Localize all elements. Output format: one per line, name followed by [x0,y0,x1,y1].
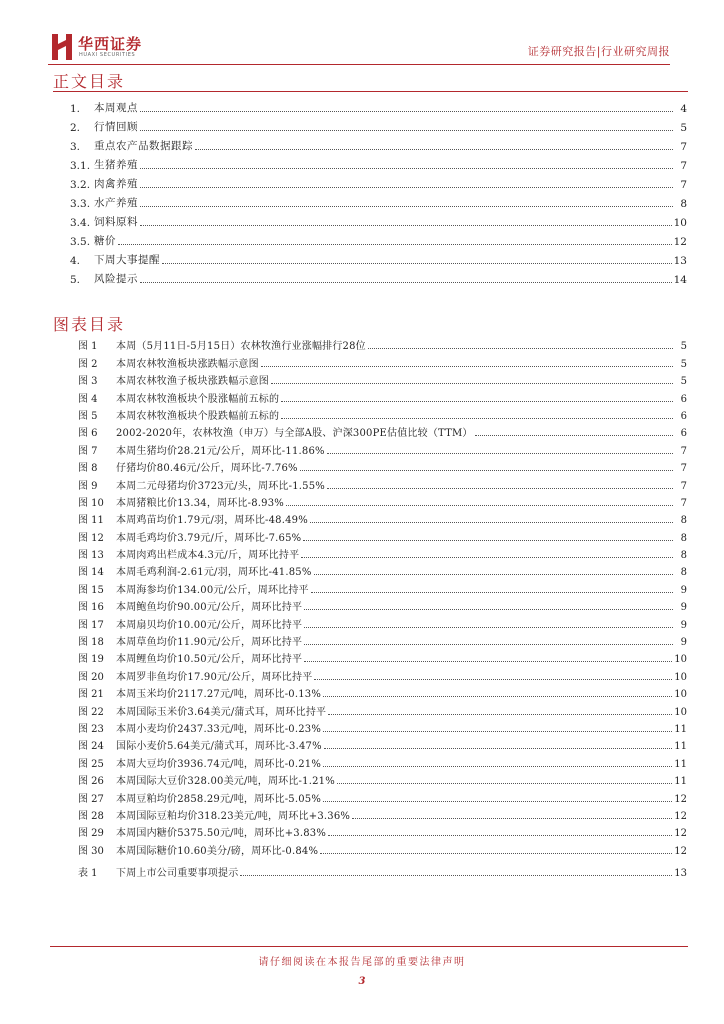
figure-leader-dots [323,731,672,732]
toc-entry-number: 3.3. [70,198,91,210]
figure-entry[interactable] [78,370,687,387]
figure-page: 6 [680,428,687,440]
figure-leader-dots [324,748,672,749]
figure-number: 图 4 [78,393,98,405]
toc-leader-dots [140,168,673,169]
figure-entry[interactable] [78,683,687,700]
figure-leader-dots [301,557,673,558]
figure-page: 8 [680,532,687,544]
figure-entry[interactable] [78,352,687,369]
figure-label: 本周国际豆粕均价318.23美元/吨，周环比+3.36% [116,810,351,822]
figure-leader-dots [328,714,672,715]
figure-leader-dots [327,488,673,489]
toc-entry-number: 3. [70,141,81,153]
figure-label: 本周农林牧渔子板块涨跌幅示意图 [116,376,269,388]
figure-leader-dots [304,627,673,628]
figure-entry[interactable] [78,839,687,856]
figure-leader-dots [286,505,673,506]
figure-number: 图 15 [78,584,104,596]
toc-leader-dots [140,111,673,112]
figure-number: 图 27 [78,793,104,805]
huaxi-logo-icon [52,34,72,60]
table-entry[interactable] [78,862,687,879]
toc-entry-number: 2. [70,122,81,134]
figure-page: 5 [680,341,687,353]
figure-leader-dots [304,644,673,645]
toc-entry-number: 5. [70,274,81,286]
figure-label: 2002-2020年，农林牧渔（申万）与全部A股、沪深300PE估值比较（TTM） [116,428,473,440]
footer-divider [50,946,688,947]
toc-entry[interactable] [70,267,687,286]
company-logo [48,30,158,64]
legal-notice: 请仔细阅读在本报告尾部的重要法律声明 [258,957,466,968]
figure-label: 本周农林牧渔板块个股跌幅前五标的 [116,410,280,422]
figure-page: 8 [680,567,687,579]
figure-label: 本周猪粮比价13.34，周环比-8.93% [116,497,284,509]
figures-title: 图表目录 [53,315,126,334]
toc-leader-dots [140,225,672,226]
figure-entry[interactable] [78,439,687,456]
figure-entry[interactable] [78,457,687,474]
toc-entry-page: 7 [680,160,687,172]
toc-leader-dots [195,149,673,150]
toc-entry[interactable] [70,248,687,267]
figure-leader-dots [314,679,672,680]
toc-entry-number: 3.2. [70,179,91,191]
figure-label: 本周豆粕均价2858.29元/吨，周环比-5.05% [116,793,322,805]
toc-entry-number: 3.4. [70,217,91,229]
toc-entry-number: 4. [70,255,81,267]
toc-entry-label: 饲料原料 [94,216,138,228]
figure-page: 6 [680,410,687,422]
figure-leader-dots [303,540,673,541]
figure-number: 图 3 [78,376,98,388]
toc-entry[interactable] [70,96,687,115]
figure-number: 图 14 [78,567,104,579]
toc-entry-page: 13 [673,255,687,267]
figure-leader-dots [320,853,672,854]
figure-label: 本周国际大豆价328.00美元/吨，周环比-1.21% [116,776,335,788]
figure-page: 9 [680,637,687,649]
figure-entry[interactable] [78,509,687,526]
toc-entry-label: 风险提示 [94,273,138,285]
figure-entry[interactable] [78,631,687,648]
figure-number: 图 11 [78,515,104,527]
figure-number: 图 5 [78,410,98,422]
figure-number: 图 13 [78,550,104,562]
figure-number: 图 30 [78,845,104,857]
figure-label: 本周肉鸡出栏成本4.3元/斤，周环比持平 [116,550,300,562]
table-list [78,862,687,879]
figure-leader-dots [310,522,673,523]
figure-entry[interactable] [78,700,687,717]
figure-entry[interactable] [78,718,687,735]
page-number: 3 [358,976,366,987]
figure-label: 本周二元母猪均价3723元/头，周环比-1.55% [116,480,325,492]
figure-label: 本周玉米均价2117.27元/吨，周环比-0.13% [116,689,322,701]
figure-number: 图 8 [78,463,98,475]
figure-label: 本周海参均价134.00元/公斤，周环比持平 [116,584,309,596]
toc-entry-label: 肉禽养殖 [94,178,138,190]
figure-label: 本周鲤鱼均价10.50元/公斤，周环比持平 [116,654,303,666]
figure-label: 本周鲍鱼均价90.00元/公斤，周环比持平 [116,602,303,614]
toc-entry-number: 3.5. [70,236,91,248]
figure-entry[interactable] [78,648,687,665]
figure-page: 7 [680,463,687,475]
figure-label: 仔猪均价80.46元/公斤，周环比-7.76% [116,463,298,475]
figure-number: 图 10 [78,497,104,509]
figure-entry[interactable] [78,665,687,682]
figure-entry[interactable] [78,335,687,352]
toc-title: 正文目录 [53,72,126,91]
figure-page: 5 [680,358,687,370]
header-divider [48,64,670,65]
figure-number: 图 12 [78,532,104,544]
toc-entry-page: 12 [673,236,687,248]
toc-entry-label: 本周观点 [94,102,138,114]
figure-number: 图 22 [78,706,104,718]
figure-leader-dots [281,401,673,402]
figure-number: 图 9 [78,480,98,492]
figure-page: 9 [680,602,687,614]
toc-entry[interactable] [70,134,687,153]
figure-page: 12 [674,845,687,857]
toc-leader-dots [140,130,673,131]
figure-page: 10 [674,671,687,683]
figure-page: 7 [680,497,687,509]
toc-entry-label: 糖价 [94,235,116,247]
figure-number: 图 19 [78,654,104,666]
figure-label: 本周草鱼均价11.90元/公斤，周环比持平 [116,637,303,649]
figure-list [78,335,687,857]
figure-entry[interactable] [78,561,687,578]
figure-leader-dots [328,835,672,836]
figure-number: 图 2 [78,358,98,370]
toc-entry-number: 3.1. [70,160,91,172]
figure-page: 10 [674,654,687,666]
figure-number: 图 23 [78,723,104,735]
figure-leader-dots [352,818,672,819]
toc-title-divider [53,91,688,92]
report-type-label: 证券研究报告|行业研究周报 [527,45,670,58]
figure-number: 图 18 [78,637,104,649]
figure-entry[interactable] [78,770,687,787]
page-header [48,30,670,64]
figure-entry[interactable] [78,822,687,839]
figure-label: 国际小麦价5.64美元/蒲式耳，周环比-3.47% [116,741,322,753]
toc-list [70,96,687,286]
figure-label: 本周（5月11日-5月15日）农林牧渔行业涨幅排行28位 [116,341,366,353]
figure-page: 6 [680,393,687,405]
toc-entry-number: 1. [70,103,81,115]
table-number: 表 1 [78,868,98,880]
figure-entry[interactable] [78,492,687,509]
toc-entry[interactable] [70,191,687,210]
figure-label: 本周国际玉米价3.64美元/蒲式耳，周环比持平 [116,706,327,718]
figure-leader-dots [337,783,672,784]
toc-entry[interactable] [70,229,687,248]
figure-label: 本周生猪均价28.21元/公斤，周环比-11.86% [116,445,325,457]
figure-page: 11 [674,776,687,788]
toc-entry-label: 水产养殖 [94,197,138,209]
figure-leader-dots [261,366,673,367]
toc-entry-label: 生猪养殖 [94,159,138,171]
figure-entry[interactable] [78,474,687,491]
toc-entry[interactable] [70,153,687,172]
figure-leader-dots [314,574,673,575]
figure-page: 10 [674,706,687,718]
figure-label: 本周农林牧渔板块个股涨幅前五标的 [116,393,280,405]
figure-page: 11 [674,758,687,770]
figure-label: 本周毛鸡均价3.79元/斤，周环比-7.65% [116,532,302,544]
figure-leader-dots [368,348,673,349]
toc-entry-page: 7 [680,179,687,191]
toc-leader-dots [118,244,672,245]
table-leader-dots [240,875,672,876]
toc-entry-label: 下周大事提醒 [94,254,160,266]
toc-leader-dots [140,282,672,283]
figure-label: 本周罗非鱼均价17.90元/公斤，周环比持平 [116,671,313,683]
toc-leader-dots [162,263,672,264]
toc-entry-label: 重点农产品数据跟踪 [94,140,193,152]
logo-text: 华西证券 [78,35,143,53]
figure-leader-dots [281,418,673,419]
figure-page: 10 [674,689,687,701]
figure-leader-dots [323,696,672,697]
figure-number: 图 25 [78,758,104,770]
toc-entry-label: 行情回顾 [94,121,138,133]
figure-entry[interactable] [78,526,687,543]
figure-page: 12 [674,828,687,840]
figure-label: 本周小麦均价2437.33元/吨，周环比-0.23% [116,723,322,735]
toc-entry-page: 14 [673,274,687,286]
figure-page: 11 [674,723,687,735]
figure-entry[interactable] [78,387,687,404]
figure-entry[interactable] [78,613,687,630]
toc-entry-page: 5 [680,122,687,134]
figure-leader-dots [323,766,672,767]
figure-leader-dots [304,609,673,610]
figure-number: 图 20 [78,671,104,683]
figure-page: 8 [680,550,687,562]
toc-entry[interactable] [70,172,687,191]
figure-leader-dots [323,801,672,802]
figure-entry[interactable] [78,752,687,769]
figure-number: 图 21 [78,689,104,701]
figure-label: 本周国内糖价5375.50元/吨，周环比+3.83% [116,828,327,840]
figure-label: 本周大豆均价3936.74元/吨，周环比-0.21% [116,758,322,770]
toc-leader-dots [140,187,673,188]
figure-number: 图 6 [78,428,98,440]
figure-number: 图 7 [78,445,98,457]
figure-leader-dots [311,592,673,593]
figure-label: 本周国际糖价10.60美分/磅，周环比-0.84% [116,845,319,857]
figure-page: 12 [674,810,687,822]
toc-entry[interactable] [70,210,687,229]
figure-number: 图 29 [78,828,104,840]
figure-leader-dots [300,470,673,471]
logo-subtext: HUAXI SECURITIES [79,52,136,58]
figure-page: 5 [680,376,687,388]
figure-entry[interactable] [78,596,687,613]
figure-leader-dots [327,453,673,454]
toc-entry-page: 4 [680,103,687,115]
table-page: 13 [674,868,687,880]
figure-entry[interactable] [78,544,687,561]
figure-entry[interactable] [78,405,687,422]
toc-entry-page: 10 [673,217,687,229]
figure-page: 11 [674,741,687,753]
figure-page: 9 [680,584,687,596]
figure-number: 图 28 [78,810,104,822]
figure-entry[interactable] [78,422,687,439]
figure-label: 本周毛鸡利润-2.61元/羽，周环比-41.85% [116,567,312,579]
figure-entry[interactable] [78,735,687,752]
figure-number: 图 16 [78,602,104,614]
toc-entry-page: 7 [680,141,687,153]
figure-number: 图 17 [78,619,104,631]
figure-leader-dots [475,435,673,436]
figure-label: 本周农林牧渔板块涨跌幅示意图 [116,358,259,370]
figure-page: 7 [680,445,687,457]
figure-entry[interactable] [78,578,687,595]
figure-page: 8 [680,515,687,527]
toc-leader-dots [140,206,673,207]
table-label: 下周上市公司重要事项提示 [116,868,239,880]
figure-entry[interactable] [78,787,687,804]
figure-number: 图 24 [78,741,104,753]
toc-entry-page: 8 [680,198,687,210]
figure-number: 图 1 [78,341,98,353]
figure-leader-dots [271,383,673,384]
figure-number: 图 26 [78,776,104,788]
figure-page: 12 [674,793,687,805]
figure-label: 本周鸡苗均价1.79元/羽，周环比-48.49% [116,515,308,527]
figure-page: 9 [680,619,687,631]
figure-label: 本周扇贝均价10.00元/公斤，周环比持平 [116,619,303,631]
figure-leader-dots [304,661,672,662]
figure-entry[interactable] [78,805,687,822]
figure-page: 7 [680,480,687,492]
toc-entry[interactable] [70,115,687,134]
